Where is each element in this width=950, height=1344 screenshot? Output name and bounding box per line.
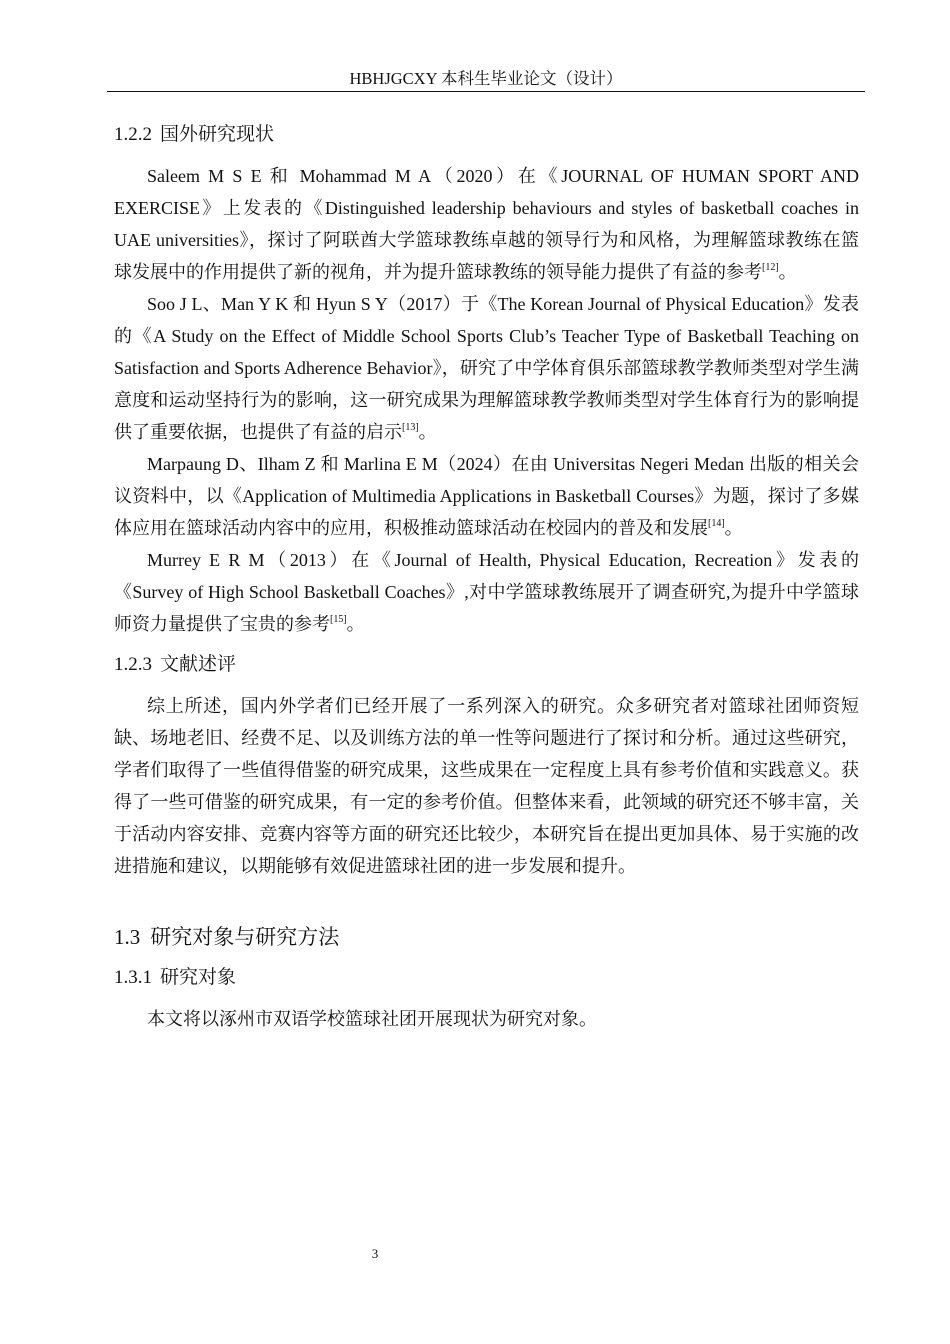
- paragraph-text: Saleem M S E 和 Mohammad M A（2020）在《JOURNAL OF HUMAN SPORT AND EXERCISE》上发表的《Distinguished leadership behaviours and styles of basketball coaches in UAE universities》，探讨了阿联酋大学篮球教练卓越的领导行为和风格，为理解篮球教练在篮球发展中的作用提供了新的视角，并为提升篮球教练的领导能力提供了有益的参考: [114, 166, 859, 282]
- paragraph-end: 。: [418, 422, 437, 442]
- citation: [15]: [330, 614, 347, 625]
- section-heading-1-3: [114, 922, 859, 952]
- paragraph: 综上所述，国内外学者们已经开展了一系列深入的研究。众多研究者对篮球社团师资短缺、场地老旧、经费不足、以及训练方法的单一性等问题进行了探讨和分析。通过这些研究，学者们取得了一些值得借鉴的研究成果，这些成果在一定程度上具有参考价值和实践意义。获得了一些可借鉴的研究成果，有一定的参考价值。但整体来看，此领域的研究还不够丰富，关于活动内容安排、竞赛内容等方面的研究还比较少，本研究旨在提出更加具体、易于实施的改进措施和建议，以期能够有效促进篮球社团的进一步发展和提升。: [114, 696, 859, 876]
- section-number: 1.3.1: [114, 967, 152, 988]
- citation: [12]: [762, 262, 779, 273]
- running-header: HBHJGCXY 本科生毕业论文（设计）: [349, 69, 623, 88]
- section-heading-1-2-2: [114, 121, 859, 149]
- section-number: 1.3: [114, 925, 141, 949]
- header-rule: [107, 91, 865, 92]
- paragraph: [114, 544, 859, 640]
- paragraph-end: 。: [724, 518, 743, 538]
- page-number: 3: [371, 1246, 379, 1261]
- paragraph: [114, 448, 859, 544]
- paragraph-text: Murrey E R M（2013）在《Journal of Health, Physical Education, Recreation》发表的《Survey of High School Basketball Coaches》,对中学篮球教练展开了调查研究,为提升中学篮球师资力量提供了宝贵的参考: [114, 550, 859, 634]
- paragraph-end: 。: [346, 614, 365, 634]
- section-heading-1-3-1: [114, 964, 859, 992]
- paragraph-text: Marpaung D、Ilham Z 和 Marlina E M（2024）在由 Universitas Negeri Medan 出版的相关会议资料中，以《Application of Multimedia Applications in Basketball Courses》为题，探讨了多媒体应用在篮球活动内容中的应用，积极推动篮球活动在校园内的普及和发展: [114, 454, 859, 538]
- section-title: 研究对象与研究方法: [150, 925, 340, 949]
- body-text: [114, 110, 859, 1035]
- paragraph: 本文将以涿州市双语学校篮球社团开展现状为研究对象。: [147, 1009, 597, 1029]
- section-title: 研究对象: [160, 967, 237, 988]
- section-heading-1-2-3: [114, 651, 859, 679]
- citation: [14]: [708, 518, 725, 529]
- paragraph: [114, 160, 859, 288]
- paragraph: [114, 288, 859, 448]
- section-number: 1.2.3: [114, 654, 152, 675]
- paragraph-text: Soo J L、Man Y K 和 Hyun S Y（2017）于《The Korean Journal of Physical Education》发表的《A Study on the Effect of Middle School Sports Club’s Teacher Type of Basketball Teaching on Satisfaction and Sports Adherence Behavior》，研究了中学体育俱乐部篮球教学教师类型对学生满意度和运动坚持行为的影响，这一研究成果为理解篮球教学教师类型对学生体育行为的影响提供了重要依据，也提供了有益的启示: [114, 294, 859, 442]
- section-title: 国外研究现状: [160, 124, 275, 145]
- citation: [13]: [402, 422, 419, 433]
- paragraph-end: 。: [778, 262, 797, 282]
- section-title: 文献述评: [160, 654, 237, 675]
- section-number: 1.2.2: [114, 124, 152, 145]
